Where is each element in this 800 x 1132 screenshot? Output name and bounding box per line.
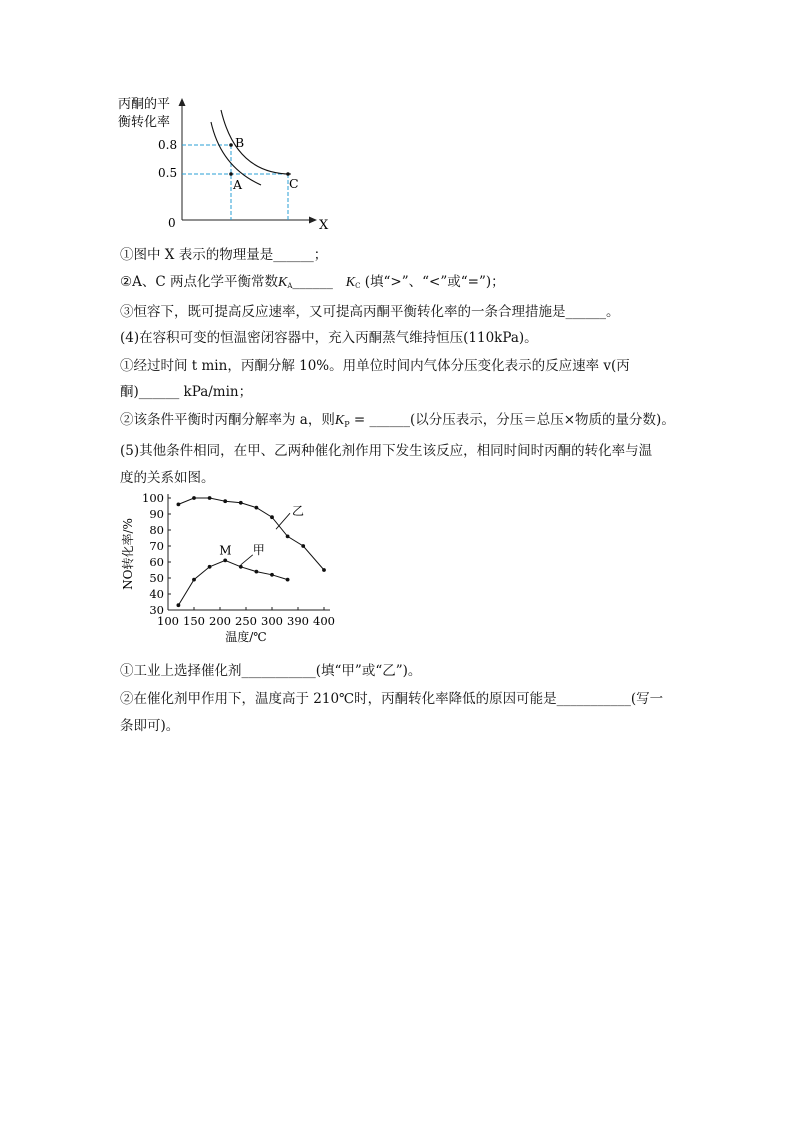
x-tick-label-300: 300	[261, 614, 283, 628]
fig1-ytick-08: 0.8	[158, 138, 178, 152]
q3-line-2-post: (填“>”、“<”或“=”)；	[364, 274, 505, 290]
series-0-point-150	[192, 496, 196, 500]
q5-line-5: 条即可)。	[120, 718, 180, 734]
equilibrium-conversion-figure	[118, 92, 338, 237]
q4-sub-p: P	[344, 420, 350, 429]
series-label-jia: 甲	[252, 542, 265, 557]
q5-line-2: 度的关系如图。	[120, 470, 215, 486]
y-tick-label-100: 100	[142, 491, 164, 505]
y-tick-label-80: 80	[149, 523, 164, 537]
q4-line-4-post: = ______(以分压表示，分压＝总压×物质的量分数)。	[349, 412, 675, 428]
q4-line-2: ①经过时间 t min，丙酮分解 10%。用单位时间内气体分压变化表示的反应速率 v(丙	[120, 358, 630, 374]
series-0-point-360	[301, 544, 305, 548]
series-leader-yi	[276, 513, 290, 529]
series-0-point-180	[208, 496, 212, 500]
fig1-point-a-marker	[229, 172, 233, 176]
q5-line-3: ①工业上选择催化剂___________(填“甲”或“乙”)。	[120, 663, 422, 679]
q3-k-a: K	[277, 275, 288, 290]
q3-line-2	[120, 273, 505, 295]
fig1-x-arrow	[309, 217, 317, 224]
fig1-ylabel-line2: 衡转化率	[118, 115, 171, 130]
x-tick-label-390: 390	[287, 614, 309, 628]
y-tick-label-40: 40	[149, 587, 164, 601]
fig1-label-c: C	[289, 176, 299, 191]
q3-line-1: ①图中 X 表示的物理量是______；	[120, 247, 328, 263]
y-tick-label-30: 30	[149, 603, 164, 617]
y-tick-label-60: 60	[149, 555, 164, 569]
fig1-ylabel-line1: 丙酮的平	[118, 97, 171, 112]
series-leader-jia	[241, 555, 253, 565]
series-1-point-300	[270, 573, 274, 577]
x-tick-label-150: 150	[183, 614, 205, 628]
y-tick-label-90: 90	[149, 507, 164, 521]
series-0-point-120	[177, 503, 181, 507]
series-1-point-150	[192, 578, 196, 582]
series-1-point-330	[286, 578, 290, 582]
q5-line-4: ②在催化剂甲作用下，温度高于 210℃时，丙酮转化率降低的原因可能是___________(写一	[120, 691, 664, 707]
chart-annotation-m: M	[219, 543, 232, 558]
fig1-label-a: A	[233, 177, 243, 192]
series-label-yi: 乙	[292, 504, 305, 519]
series-1-point-210	[223, 559, 227, 563]
q3-line-3: ③恒容下，既可提高反应速率，又可提高丙酮平衡转化率的一条合理措施是______。	[120, 304, 620, 320]
series-1-point-120	[177, 603, 181, 607]
q4-line-4	[120, 411, 675, 434]
conversion-temperature-chart	[118, 490, 338, 648]
series-0-point-240	[239, 501, 243, 505]
q3-sub-a: A	[287, 282, 293, 290]
series-0-point-270	[255, 506, 259, 510]
chart-xlabel: 温度/℃	[225, 630, 267, 644]
series-0-point-400	[322, 568, 326, 572]
fig1-ytick-05: 0.5	[158, 166, 178, 180]
fig1-label-b: B	[235, 135, 245, 150]
fig1-origin: 0	[168, 216, 176, 230]
q4-line-4-pre: ②该条件平衡时丙酮分解率为 a，则	[120, 412, 335, 428]
x-tick-label-200: 200	[209, 614, 231, 628]
x-tick-label-250: 250	[235, 614, 257, 628]
q4-kp: K	[334, 413, 345, 428]
series-0-point-300	[270, 515, 274, 519]
x-tick-label-400: 400	[313, 614, 335, 628]
q3-blank: ______	[292, 274, 333, 290]
series-line-1	[178, 560, 287, 605]
q3-line-2-pre: ②A、C 两点化学平衡常数	[120, 274, 278, 290]
q3-sub-c: C	[355, 282, 361, 290]
series-1-point-270	[255, 570, 259, 574]
chart-ylabel: NO转化率/%	[121, 518, 135, 590]
fig1-point-b-marker	[229, 143, 233, 147]
q3-k-c: K	[345, 275, 356, 290]
y-tick-label-70: 70	[149, 539, 164, 553]
q4-line-1: (4)在容积可变的恒温密闭容器中，充入丙酮蒸气维持恒压(110kPa)。	[120, 330, 538, 346]
series-0-point-210	[223, 499, 227, 503]
series-1-point-240	[239, 565, 243, 569]
fig1-curve-lower	[211, 122, 261, 185]
q4-line-3: 酮)______ kPa/min；	[120, 384, 253, 400]
series-1-point-180	[208, 565, 212, 569]
y-tick-label-50: 50	[149, 571, 164, 585]
series-0-point-330	[286, 535, 290, 539]
x-tick-label-100: 100	[157, 614, 179, 628]
q5-line-1: (5)其他条件相同，在甲、乙两种催化剂作用下发生该反应，相同时间时丙酮的转化率与温	[120, 443, 653, 459]
fig1-xlabel: X	[319, 218, 329, 233]
fig1-y-arrow	[179, 98, 186, 106]
